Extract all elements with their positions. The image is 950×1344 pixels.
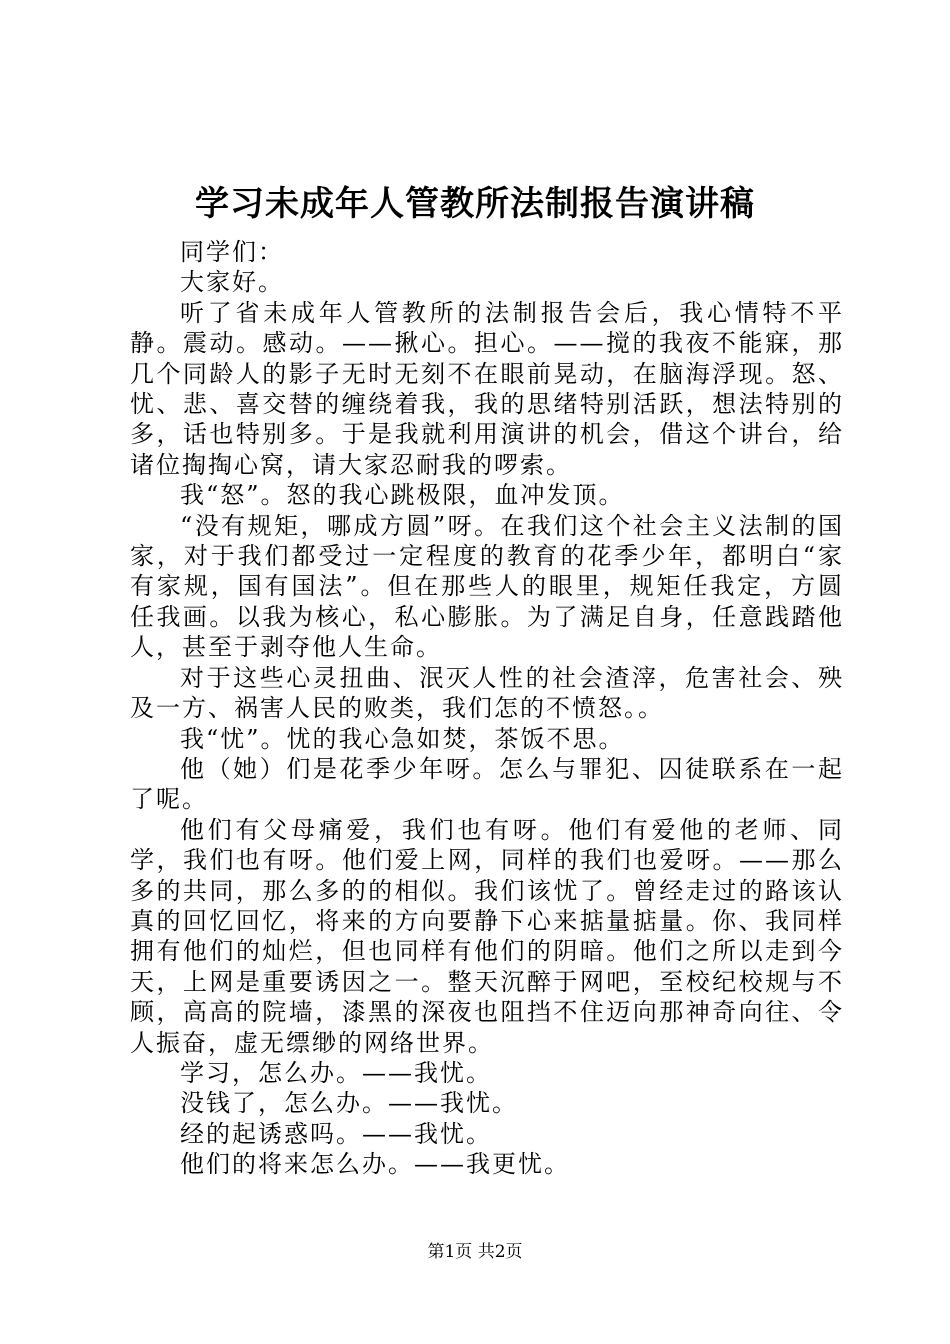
paragraph-worry-future: 他们的将来怎么办。——我更忧。	[180, 1150, 570, 1179]
paragraph-similarity: 他们有父母痛爱，我们也有呀。他们有爱他的老师、同学，我们也有呀。他们爱上网，同样的我们也爱呀。——那么多的共同，那么多的的相似。我们该忧了。曾经走过的路该认真的回忆回忆，将来的方向要静下心来掂量掂量。你、我同样拥有他们的灿烂，但也同样有他们的阴暗。他们之所以走到今天，上网是重要诱因之一。整天沉醉于网吧，至校纪校规与不顾，高高的院墙，漆黑的深夜也阻挡不住迈向那神奇向往、令人振奋，虚无缥缈的网络世界。	[130, 815, 844, 1057]
paragraph-rules: “没有规矩，哪成方圆”呀。在我们这个社会主义法制的国家，对于我们都受过一定程度的教育的花季少年，都明白“家有家规，国有国法”。但在那些人的眼里，规矩任我定，方圆任我画。以我为核心，私心膨胀。为了满足自身，任意践踏他人，甚至于剥夺他人生命。	[130, 511, 844, 662]
paragraph-worry-study: 学习，怎么办。——我忧。	[180, 1058, 492, 1087]
paragraph-worry-temptation: 经的起诱惑吗。——我忧。	[180, 1119, 492, 1148]
paragraph-anger-heading: 我“怒”。怒的我心跳极限，血冲发顶。	[180, 481, 625, 510]
paragraph-worry-heading: 我“忧”。忧的我心急如焚，茶饭不思。	[180, 724, 625, 753]
document-body	[130, 237, 844, 1180]
paragraph-intro: 听了省未成年人管教所的法制报告会后，我心情特不平静。震动。感动。——揪心。担心。——搅的我夜不能寐，那几个同龄人的影子无时无刻不在眼前晃动，在脑海浮现。怒、忧、悲、喜交替的缠绕着我，我的思绪特别活跃，想法特别的多，话也特别多。于是我就利用演讲的机会，借这个讲台，给诸位掏掏心窝，请大家忍耐我的啰索。	[130, 298, 844, 479]
paragraph-youth: 他（她）们是花季少年呀。怎么与罪犯、囚徒联系在一起了呢。	[130, 754, 844, 814]
paragraph-anger-conclusion: 对于这些心灵扭曲、泯灭人性的社会渣滓，危害社会、殃及一方、祸害人民的败类，我们怎的不愤怒。。	[130, 663, 844, 723]
paragraph-hello: 大家好。	[180, 268, 284, 297]
paragraph-worry-money: 没钱了，怎么办。——我忧。	[180, 1089, 518, 1118]
paragraph-greeting: 同学们：	[180, 238, 284, 266]
page-title: 学习未成年人管教所法制报告演讲稿	[195, 184, 755, 224]
page-footer: 第1页 共2页	[427, 1242, 523, 1262]
